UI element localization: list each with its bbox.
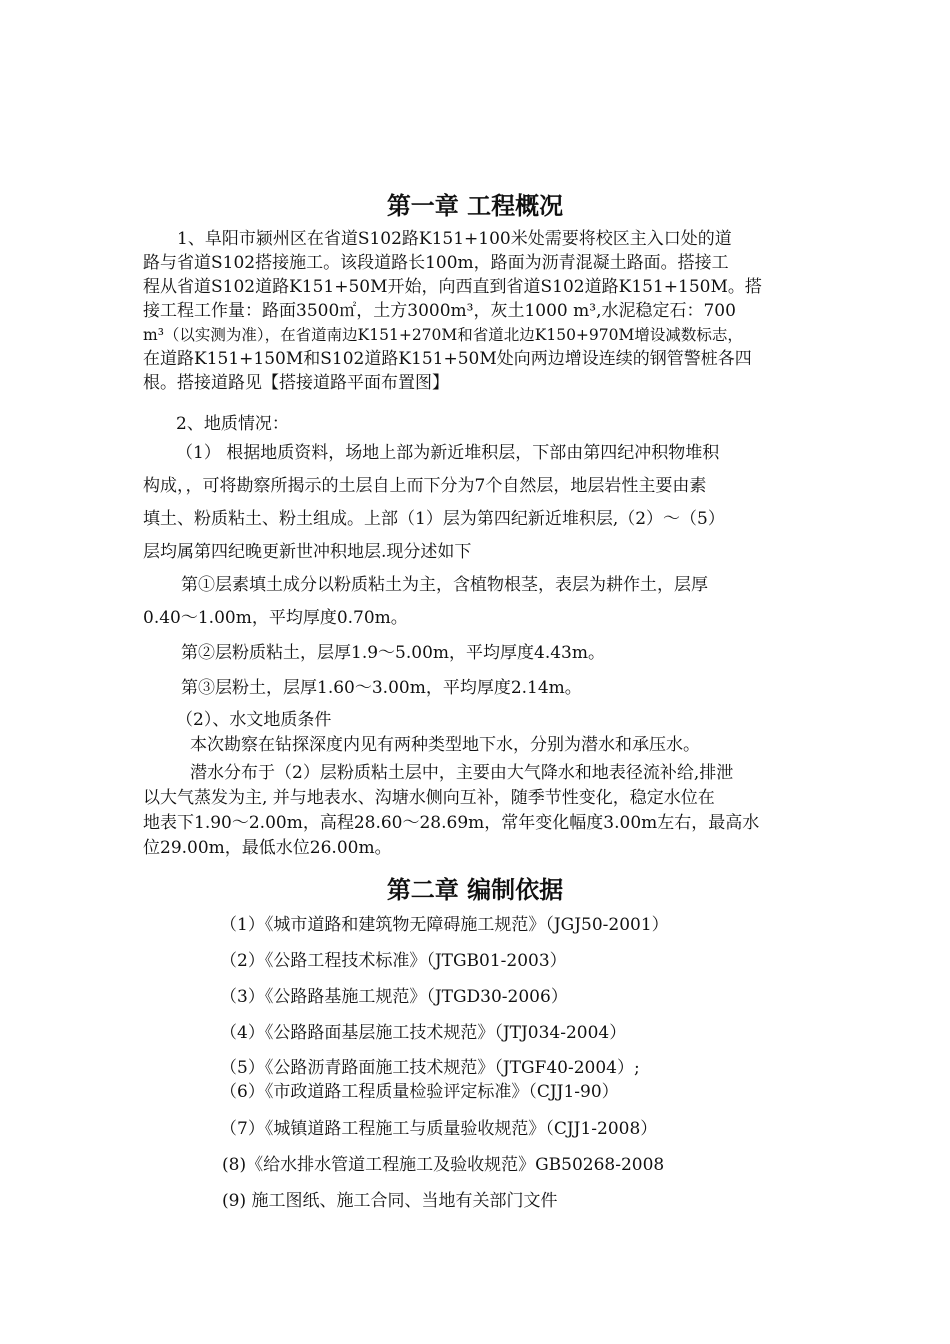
hydro-intro: 本次勘察在钻探深度内见有两种类型地下水，分别为潜水和承压水。: [190, 735, 700, 755]
para1-line: 1、阜阳市颍州区在省道S102路K151+100米处需要将校区主入口处的道: [143, 229, 732, 249]
geology-line: 构成，，可将勘察所揭示的土层自上而下分为7个自然层，地层岩性主要由素: [143, 476, 707, 496]
para1-line: 根。搭接道路见【搭接道路平面布置图】: [143, 373, 449, 393]
para1-line: m³（以实测为准），在省道南边K151+270M和省道北边K150+970M增设减数标志，: [143, 326, 743, 344]
reference-item: (9) 施工图纸、施工合同、当地有关部门文件: [222, 1191, 558, 1211]
reference-item: （3）《公路路基施工规范》（JTGD30-2006）: [220, 987, 568, 1007]
hydro-line: 地表下1.90～2.00m，高程28.60～28.69m，常年变化幅度3.00m左右，最高水: [143, 813, 760, 833]
para1-line: 在道路K151+150M和S102道路K151+50M处向两边增设连续的钢管警桩各四: [143, 349, 752, 369]
geology-heading: 2、地质情况：: [176, 414, 289, 434]
hydro-line: 潜水分布于（2）层粉质粘土层中，主要由大气降水和地表径流补给,排泄: [190, 763, 734, 783]
layer3-description: 第③层粉土，层厚1.60～3.00m，平均厚度2.14m。: [181, 678, 582, 698]
reference-item: （7）《城镇道路工程施工与质量验收规范》（CJJ1-2008）: [220, 1119, 658, 1139]
reference-item: （4）《公路路面基层施工技术规范》（JTJ034-2004）: [220, 1023, 627, 1043]
chapter1-title: 第一章 工程概况: [386, 192, 564, 220]
reference-item: （5）《公路沥青路面施工技术规范》（JTGF40-2004）;: [220, 1058, 640, 1078]
hydro-heading: （2）、水文地质条件: [176, 710, 332, 730]
geology-line: 层均属第四纪晚更新世冲积地层.现分述如下: [143, 542, 472, 562]
reference-item: （2）《公路工程技术标准》（JTGB01-2003）: [220, 951, 567, 971]
hydro-line: 位29.00m，最低水位26.00m。: [143, 838, 392, 858]
layer1-line: 0.40～1.00m，平均厚度0.70m。: [143, 608, 408, 628]
reference-item: （1）《城市道路和建筑物无障碍施工规范》（JGJ50-2001）: [220, 915, 669, 935]
para1-line: 程从省道S102道路K151+50M开始，向西直到省道S102道路K151+150M。搭: [143, 277, 762, 297]
layer1-line: 第①层素填土成分以粉质粘土为主，含植物根茎，表层为耕作土，层厚: [181, 575, 708, 595]
geology-line: （1） 根据地质资料，场地上部为新近堆积层，下部由第四纪冲积物堆积: [176, 443, 720, 463]
reference-item: （6）《市政道路工程质量检验评定标准》（CJJ1-90）: [220, 1082, 619, 1102]
geology-line: 填土、粉质粘土、粉土组成。上部（1）层为第四纪新近堆积层,（2）～（5）: [143, 509, 725, 529]
chapter2-title: 第二章 编制依据: [386, 876, 564, 904]
hydro-line: 以大气蒸发为主, 并与地表水、沟塘水侧向互补，随季节性变化，稳定水位在: [143, 788, 715, 808]
para1-line: 路与省道S102搭接施工。该段道路长100m，路面为沥青混凝土路面。搭接工: [143, 253, 729, 273]
reference-item: (8)《给水排水管道工程施工及验收规范》GB50268-2008: [222, 1155, 665, 1175]
layer2-description: 第②层粉质粘土，层厚1.9～5.00m，平均厚度4.43m。: [181, 643, 605, 663]
para1-line: 接工程工作量：路面3500㎡，土方3000m³，灰土1000 m³,水泥稳定石：700: [143, 301, 736, 321]
